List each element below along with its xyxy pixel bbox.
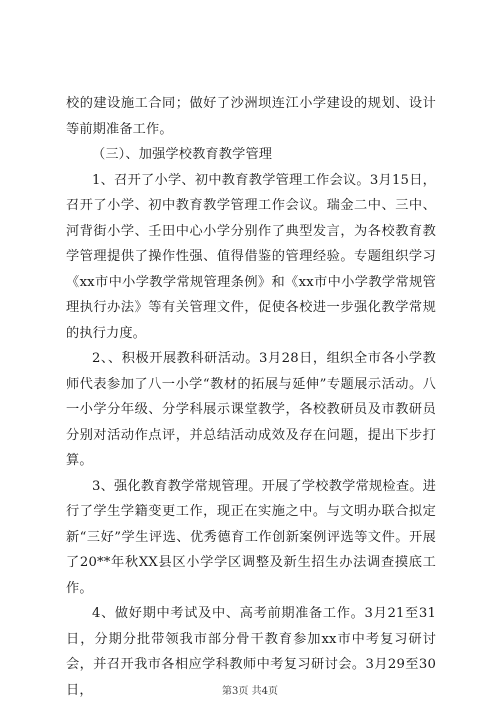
paragraph-item-2: 2、、积极开展教科研活动。3月28日，组织全市各小学教师代表参加了八一小学“教材的拓展与延伸”专题展示活动。八一小学分年级、分学科展示课堂教学，各校教研员及市教研员分别对活动作点评，并总结活动成效及存在问题，提出下步打算。 [66,351,436,468]
section-heading: （三）、加强学校教育教学管理 [92,147,273,162]
page-footer: 第3页 共4页 [222,686,278,697]
paragraph-item-3: 3、强化教育教学常规管理。开展了学校教学常规检查。进行了学生学籍变更工作，现正在实施之中。与文明办联合拟定新“三好”学生评选、优秀德育工作创新案例评选等文件。开展了20**年秋XX县区小学学区调整及新生招生办法调查摸底工作。 [66,478,436,596]
paragraph-item-1: 1、召开了小学、初中教育教学管理工作会议。3月15日，召开了小学、初中教育教学管理工作会议。瑞金二中、三中、河背街小学、壬田中心小学分别作了典型发言，为各校教育教学管理提供了操作性强、值得借鉴的管理经验。专题组织学习《xx市中小学教学常规管理条例》和《xx市中小学教学常规管理执行办法》等有关管理文件，促使各校进一步强化教学常规的执行力度。 [66,172,436,341]
body-text [66,91,436,703]
paragraph-continuation: 校的建设施工合同；做好了沙洲坝连江小学建设的规划、设计等前期准备工作。 [66,96,436,137]
paragraph-item-4: 4、做好期中考试及中、高考前期准备工作。3月21至31日，分期分批带领我市部分骨干教育参加xx市中考复习研讨会，并召开我市各相应学科教师中考复习研讨会。3月29至30日， [66,606,436,698]
